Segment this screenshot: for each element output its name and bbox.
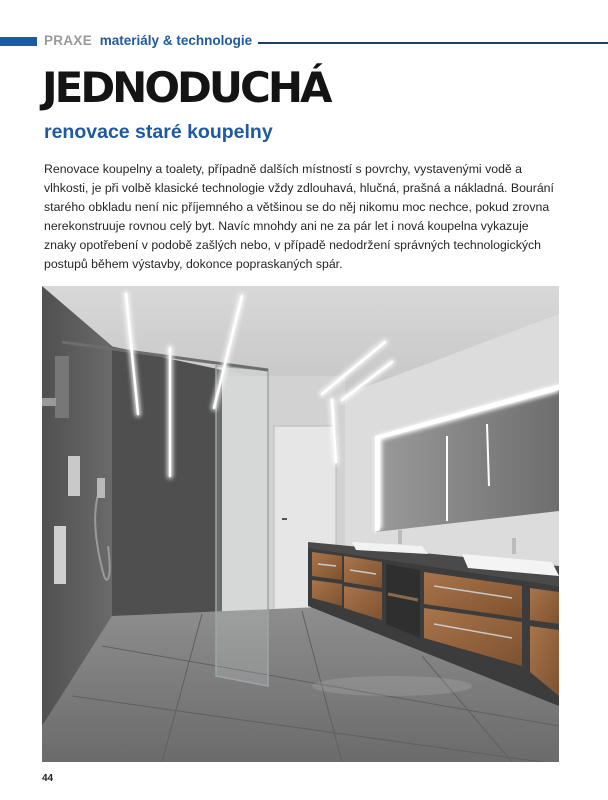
header-accent-bar <box>0 37 37 46</box>
section-label: PRAXE <box>44 33 93 48</box>
page-number: 44 <box>42 773 54 784</box>
article-title: JEDNODUCHÁ <box>42 63 330 112</box>
article-subtitle: renovace staré koupelny <box>44 121 273 143</box>
section-topic: materiály & technologie <box>99 33 253 48</box>
header-rule <box>258 42 608 44</box>
section-kicker <box>44 33 252 48</box>
article-lead: Renovace koupelny a toalety, případně dalších místností s povrchy, vystavenými vodě a vlhkosti, je při volbě klasické technologie vždy zdlouhavá, hlučná, prašná a nákladná. Bourání starého obkladu není nic příjemného a většinou se do něj nikomu moc nechce, pokud zrovna nerekonstruuje rovnou celý byt. Navíc mnohdy ani ne za pár let i nová koupelna vykazuje znaky opotřebení v podobě zašlých nebo, v případě nedodržení správných technologických postupů během výstavby, dokonce popraskaných spár. <box>44 162 554 271</box>
bathroom-photo <box>42 286 559 762</box>
